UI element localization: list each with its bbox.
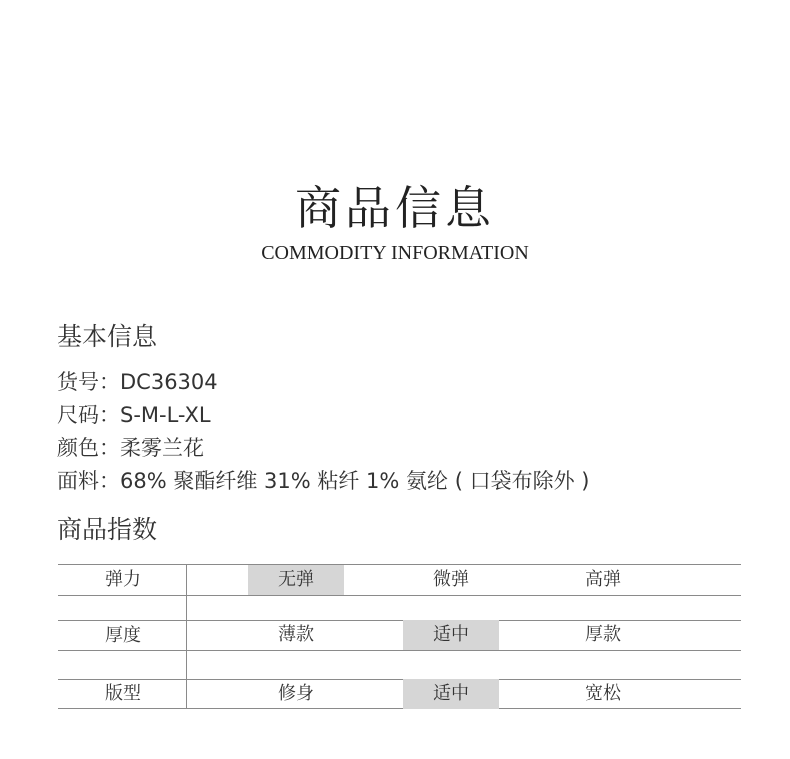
info-label: 尺码： bbox=[57, 403, 120, 427]
row-label-thickness: 厚度 bbox=[105, 625, 141, 646]
index-heading: 商品指数 bbox=[57, 515, 158, 544]
table-rule bbox=[58, 595, 741, 596]
page-title: 商品信息 bbox=[295, 181, 495, 235]
info-value: 柔雾兰花 bbox=[120, 436, 204, 460]
info-label: 货号： bbox=[57, 370, 120, 394]
info-value: S-M-L-XL bbox=[120, 403, 211, 427]
page-subtitle: COMMODITY INFORMATION bbox=[261, 242, 529, 264]
info-label: 面料： bbox=[57, 469, 120, 493]
info-value: DC36304 bbox=[120, 370, 218, 394]
info-line-color bbox=[57, 433, 204, 463]
option-cell: 无弹 bbox=[248, 565, 344, 595]
option-cell: 适中 bbox=[403, 620, 499, 650]
option-cell: 宽松 bbox=[585, 683, 621, 704]
option-cell: 适中 bbox=[403, 679, 499, 709]
option-cell: 薄款 bbox=[278, 624, 314, 645]
option-cell: 微弹 bbox=[433, 569, 469, 590]
info-value: 68% 聚酯纤维 31% 粘纤 1% 氨纶 ( 口袋布除外 ) bbox=[120, 469, 590, 493]
info-line-item-number bbox=[57, 367, 218, 397]
option-cell: 厚款 bbox=[585, 624, 621, 645]
row-label-elasticity: 弹力 bbox=[105, 569, 141, 590]
basic-info-heading: 基本信息 bbox=[57, 322, 158, 351]
info-line-size bbox=[57, 400, 211, 430]
option-cell: 修身 bbox=[278, 683, 314, 704]
info-label: 颜色： bbox=[57, 436, 120, 460]
info-line-fabric bbox=[57, 466, 589, 496]
option-cell: 高弹 bbox=[585, 569, 621, 590]
row-label-fit: 版型 bbox=[105, 683, 141, 704]
table-divider bbox=[186, 564, 187, 708]
